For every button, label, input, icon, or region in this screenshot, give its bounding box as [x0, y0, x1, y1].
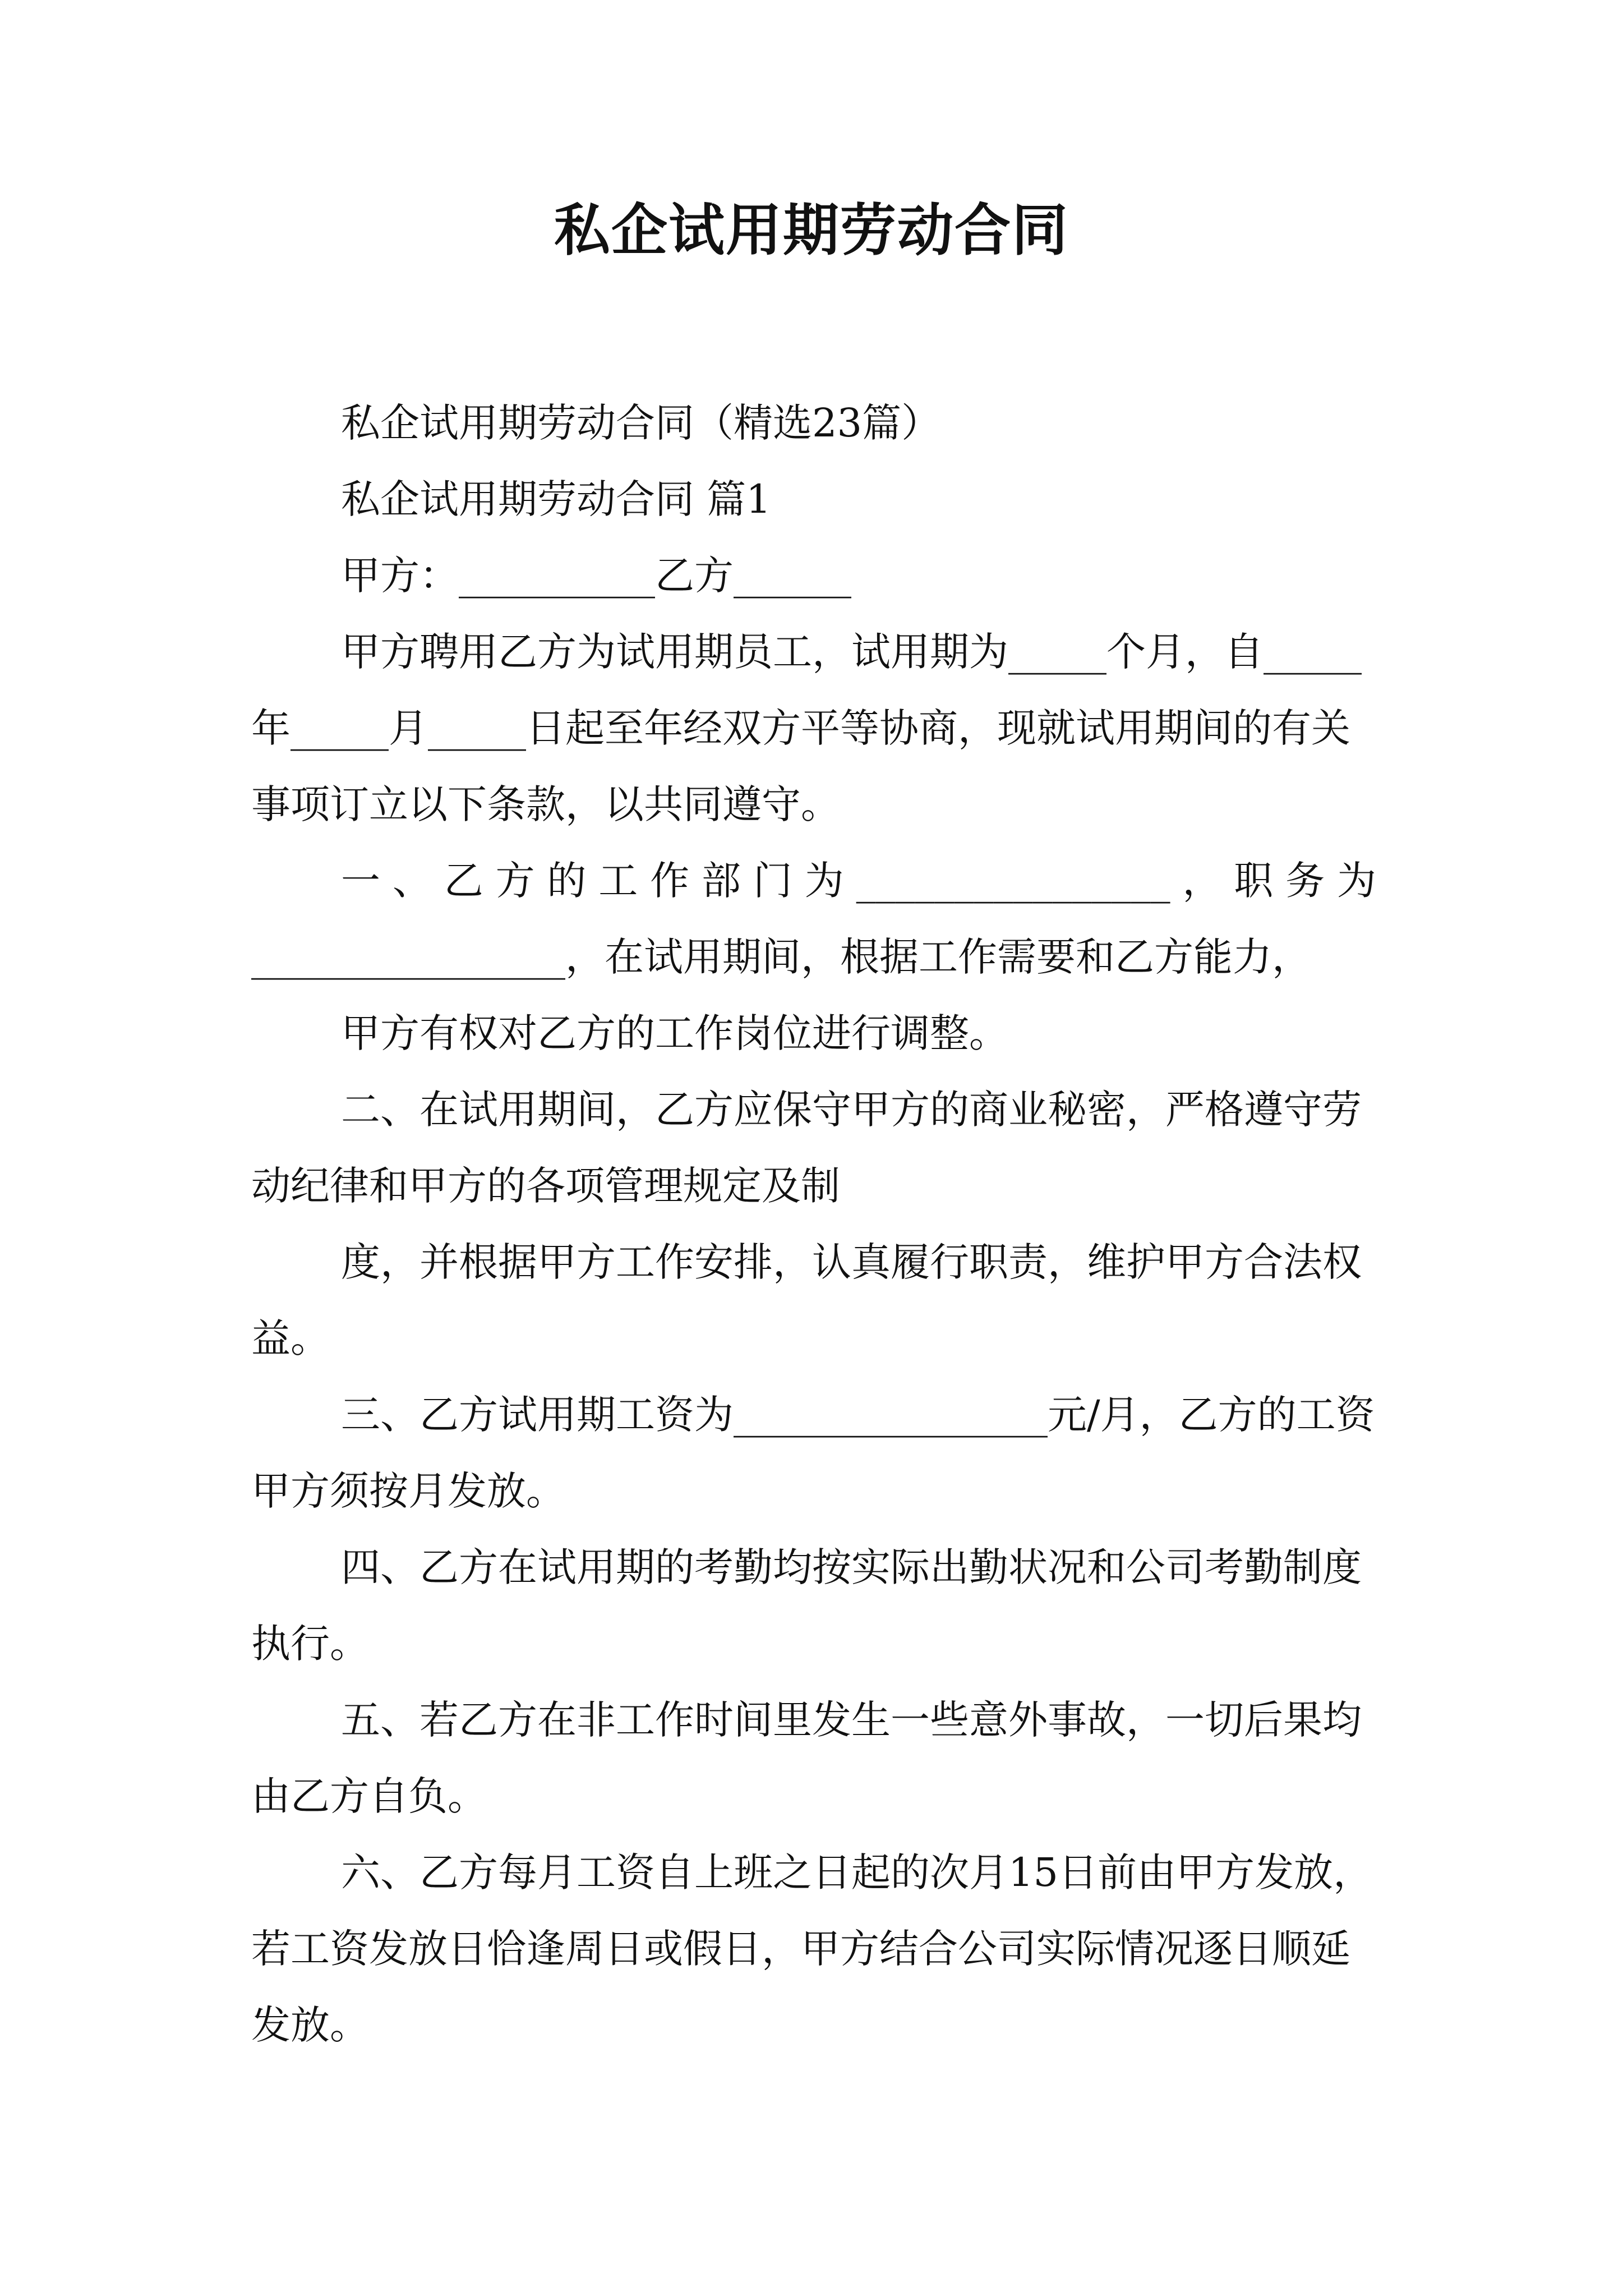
paragraph-clause-1-line-2: ________________，在试用期间，根据工作需要和乙方能力， [251, 934, 1311, 980]
paragraph-clause-2-part-1: 二、在试用期间，乙方应保守甲方的商业秘密，严格遵守劳动纪律和甲方的各项管理规定及制 [251, 1087, 1362, 1209]
paragraph-clause-5: 五、若乙方在非工作时间里发生一些意外事故，一切后果均由乙方自负。 [251, 1697, 1362, 1819]
paragraph-clause-1-line-3: 甲方有权对乙方的工作岗位进行调整。 [341, 1010, 1008, 1056]
paragraph-heading: 私企试用期劳动合同（精选23篇） [341, 400, 941, 446]
paragraph-clause-1-line-1: 一、乙方的工作部门为________________，职务为 [341, 858, 1376, 904]
paragraph-parties: 甲方：__________乙方______ [341, 553, 851, 599]
paragraph-clause-3: 三、乙方试用期工资为________________元/月，乙方的工资甲方须按月发放。 [251, 1392, 1375, 1514]
document-body [251, 385, 1376, 2063]
paragraph-section-label: 私企试用期劳动合同 篇1 [341, 476, 771, 522]
document-title: 私企试用期劳动合同 [554, 197, 1069, 263]
paragraph-clause-4: 四、乙方在试用期的考勤均按实际出勤状况和公司考勤制度执行。 [251, 1544, 1362, 1667]
paragraph-intro: 甲方聘用乙方为试用期员工，试用期为_____个月，自_____年_____月_____日起至年经双方平等协商，现就试用期间的有关事项订立以下条款，以共同遵守。 [251, 629, 1362, 827]
paragraph-clause-6: 六、乙方每月工资自上班之日起的次月15日前由甲方发放，若工资发放日恰逢周日或假日，甲方结合公司实际情况逐日顺延发放。 [251, 1849, 1373, 2048]
paragraph-clause-2-part-2: 度，并根据甲方工作安排，认真履行职责，维护甲方合法权益。 [251, 1239, 1362, 1361]
